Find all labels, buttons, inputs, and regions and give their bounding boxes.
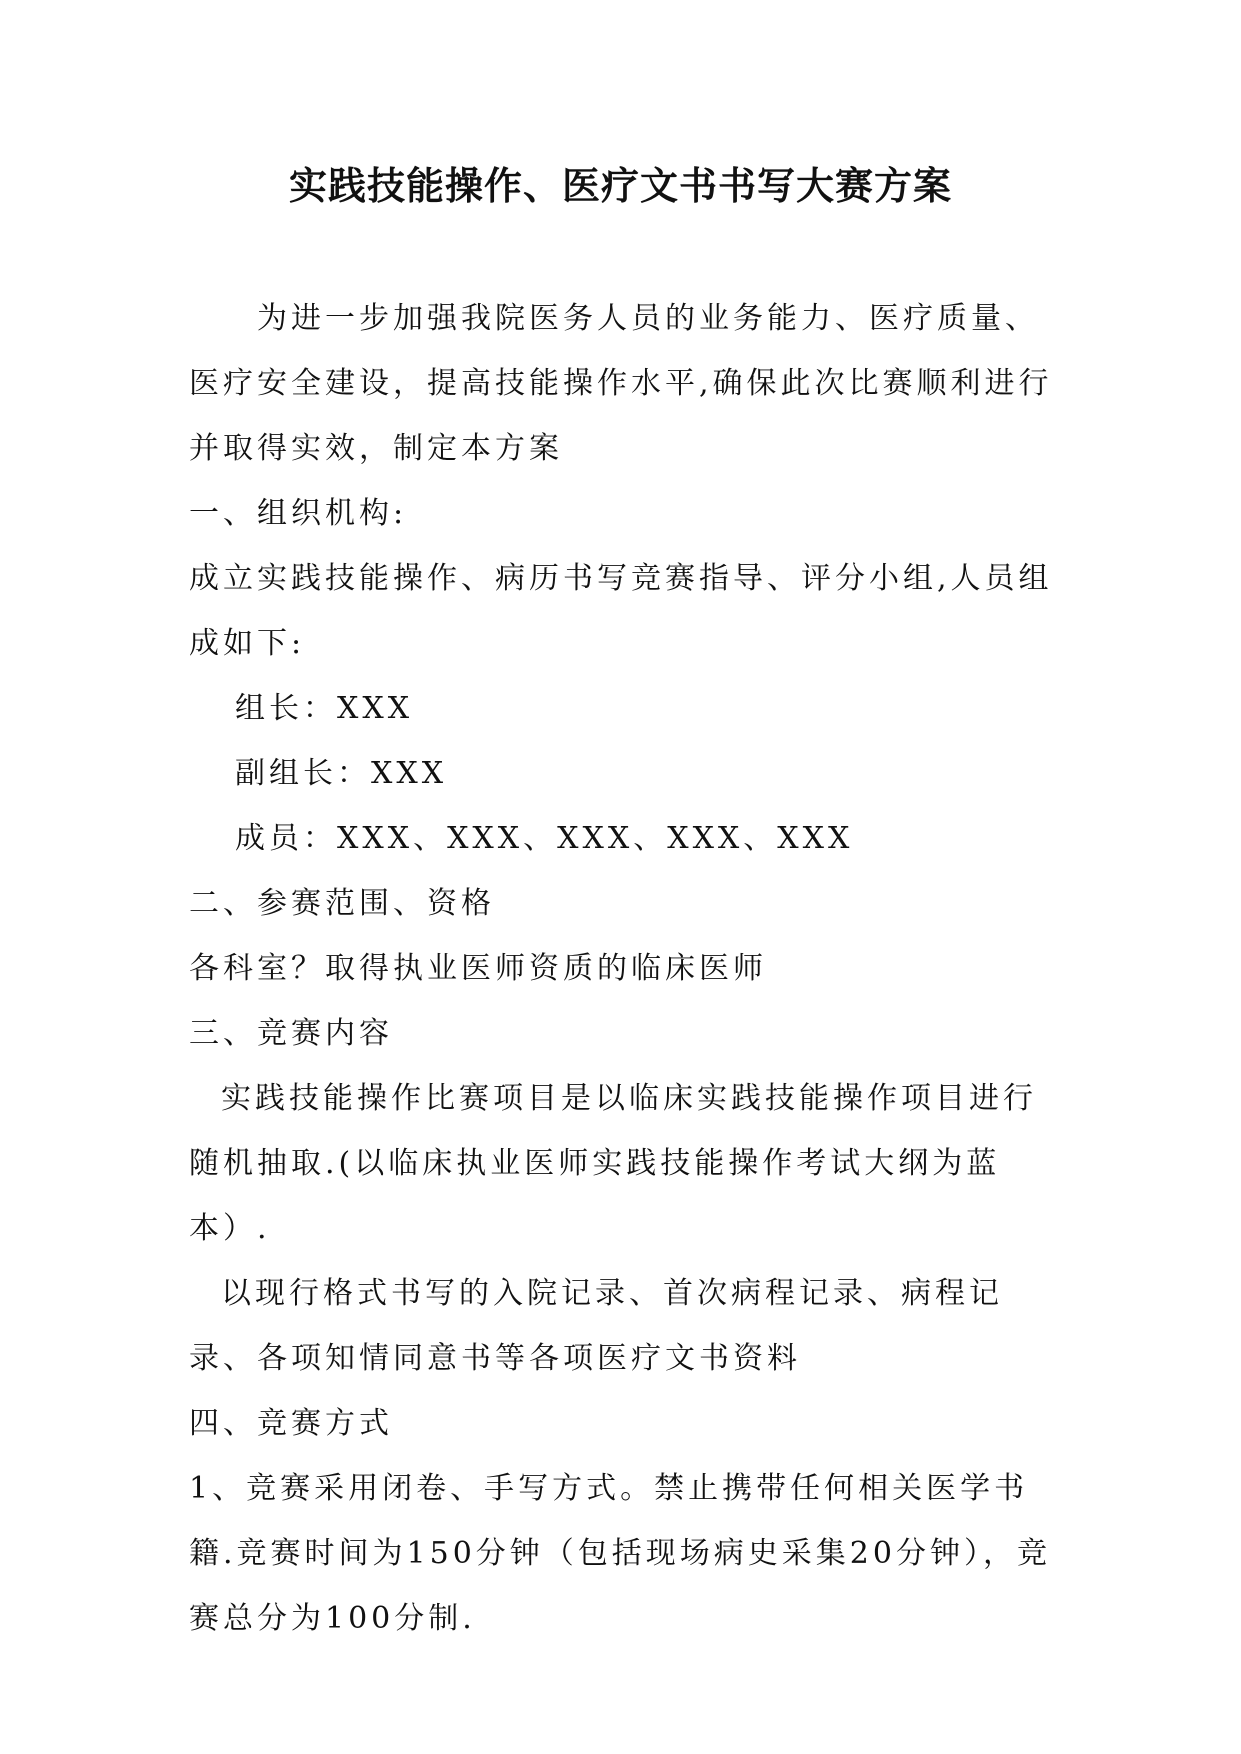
intro-paragraph: 为进一步加强我院医务人员的业务能力、医疗质量、医疗安全建设，提高技能操作水平,确保此次比赛顺利进行并取得实效，制定本方案 xyxy=(189,301,1053,466)
section-3-paragraph-1: 实践技能操作比赛项目是以临床实践技能操作项目进行随机抽取.(以临床执业医师实践技能操作考试大纲为蓝本）. xyxy=(189,1081,1037,1246)
document-title: 实践技能操作、医疗文书书写大赛方案 xyxy=(288,163,952,208)
deputy-leader: 副组长：XXX xyxy=(235,756,448,791)
group-leader: 组长：XXX xyxy=(235,691,414,726)
section-4-heading: 四、竞赛方式 xyxy=(189,1406,393,1441)
section-4-paragraph-1: 1、竞赛采用闭卷、手写方式。禁止携带任何相关医学书籍.竞赛时间为150分钟（包括现场病史采集20分钟），竞赛总分为100分制. xyxy=(189,1471,1051,1636)
group-members: 成员：XXX、XXX、XXX、XXX、XXX xyxy=(235,821,854,856)
section-2-heading: 二、参赛范围、资格 xyxy=(189,886,495,921)
section-2-text: 各科室？取得执业医师资质的临床医师 xyxy=(189,951,767,986)
section-1-heading: 一、组织机构: xyxy=(189,496,408,531)
section-3-paragraph-2: 以现行格式书写的入院记录、首次病程记录、病程记录、各项知情同意书等各项医疗文书资料 xyxy=(189,1276,1003,1376)
section-1-text: 成立实践技能操作、病历书写竞赛指导、评分小组,人员组成如下: xyxy=(189,561,1053,661)
document-body xyxy=(189,286,1059,1651)
section-3-heading: 三、竞赛内容 xyxy=(189,1016,393,1051)
